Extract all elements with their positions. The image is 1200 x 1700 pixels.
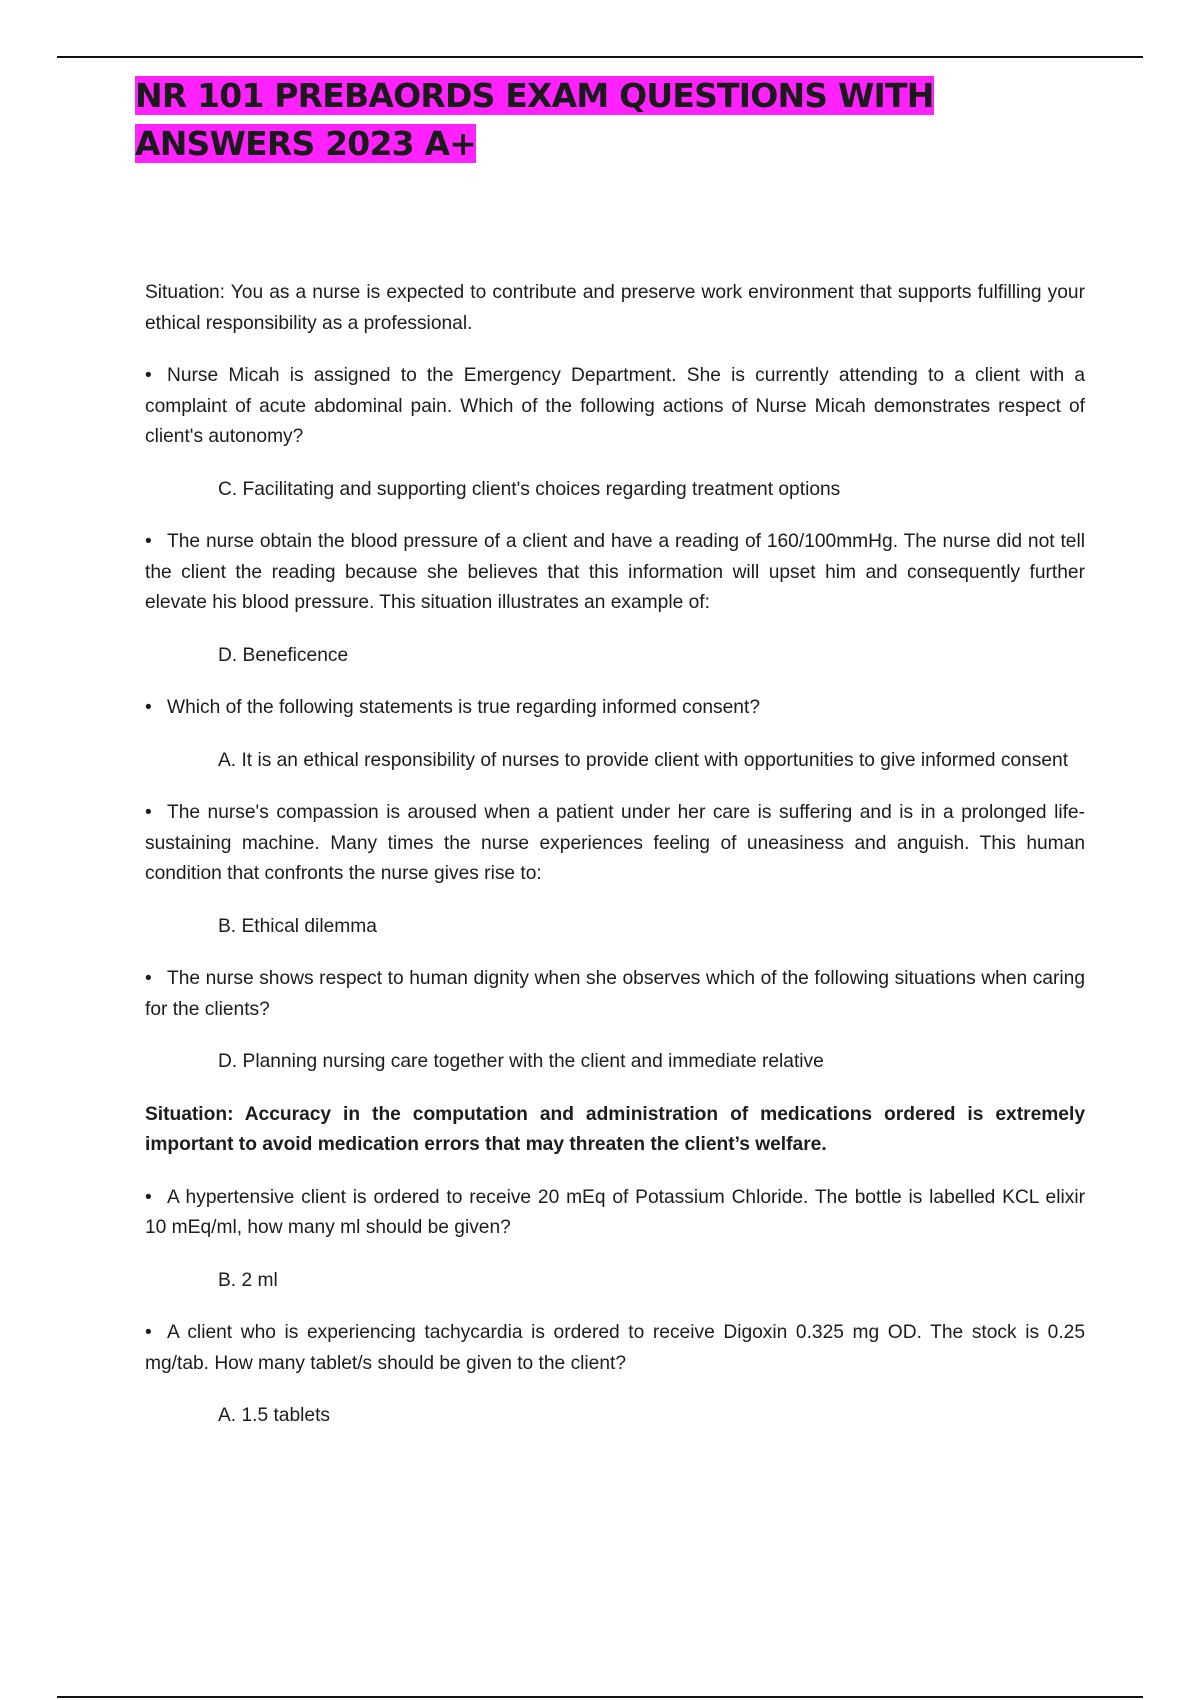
question-6 <box>145 1183 1085 1244</box>
question-7 <box>145 1318 1085 1379</box>
question-text: A client who is experiencing tachycardia is ordered to receive Digoxin 0.325 mg OD. The stock is 0.25 mg/tab. How many tablet/s should be given to the client? <box>145 1322 1085 1374</box>
answer-1: C. Facilitating and supporting client's choices regarding treatment options <box>218 478 841 500</box>
question-text: The nurse shows respect to human dignity when she observes which of the following situations when caring for the clients? <box>145 968 1085 1020</box>
title-highlight: NR 101 PREBAORDS EXAM QUESTIONS WITH ANSWERS 2023 A+ <box>135 76 934 163</box>
question-text: Nurse Micah is assigned to the Emergency Department. She is currently attending to a client with a complaint of acute abdominal pain. Which of the following actions of Nurse Micah demonstrates respect of client's autonomy? <box>145 365 1085 447</box>
document-title <box>135 72 1085 168</box>
answer-7: A. 1.5 tablets <box>218 1405 330 1426</box>
answer-5: D. Planning nursing care together with the client and immediate relative <box>218 1051 824 1072</box>
footer-rule <box>57 1696 1143 1698</box>
answer-3: A. It is an ethical responsibility of nurses to provide client with opportunities to give informed consent <box>218 749 1069 771</box>
question-4 <box>145 798 1085 890</box>
situation-1: Situation: You as a nurse is expected to contribute and preserve work environment that supports fulfilling your ethical responsibility as a professional. <box>145 282 1085 334</box>
header-rule <box>57 56 1143 58</box>
bullet-icon: • <box>145 1322 152 1343</box>
question-text: A hypertensive client is ordered to receive 20 mEq of Potassium Chloride. The bottle is labelled KCL elixir 10 mEq/ml, how many ml should be given? <box>145 1186 1085 1238</box>
situation-2: Situation: Accuracy in the computation and administration of medications ordered is extremely important to avoid medication errors that may threaten the client’s welfare. <box>145 1103 1085 1155</box>
bullet-icon: • <box>145 365 152 386</box>
question-text: Which of the following statements is true regarding informed consent? <box>167 697 760 718</box>
question-text: The nurse's compassion is aroused when a patient under her care is suffering and is in a prolonged life-sustaining machine. Many times the nurse experiences feeling of uneasiness and anguish. This human condition that confronts the nurse gives rise to: <box>145 802 1085 884</box>
answer-6: B. 2 ml <box>218 1269 278 1291</box>
answer-4: B. Ethical dilemma <box>218 915 377 937</box>
question-2 <box>145 527 1085 619</box>
answer-2: D. Beneficence <box>218 644 349 666</box>
question-5 <box>145 964 1085 1025</box>
document-body <box>145 278 1085 1454</box>
bullet-icon: • <box>145 802 152 823</box>
question-1 <box>145 361 1085 453</box>
question-text: The nurse obtain the blood pressure of a client and have a reading of 160/100mmHg. The nurse did not tell the client the reading because she believes that this information will upset him and consequently further elevate his blood pressure. This situation illustrates an example of: <box>145 531 1085 613</box>
bullet-icon: • <box>145 1186 152 1208</box>
bullet-icon: • <box>145 697 152 718</box>
bullet-icon: • <box>145 531 152 552</box>
question-3 <box>145 693 1085 724</box>
bullet-icon: • <box>145 968 152 989</box>
